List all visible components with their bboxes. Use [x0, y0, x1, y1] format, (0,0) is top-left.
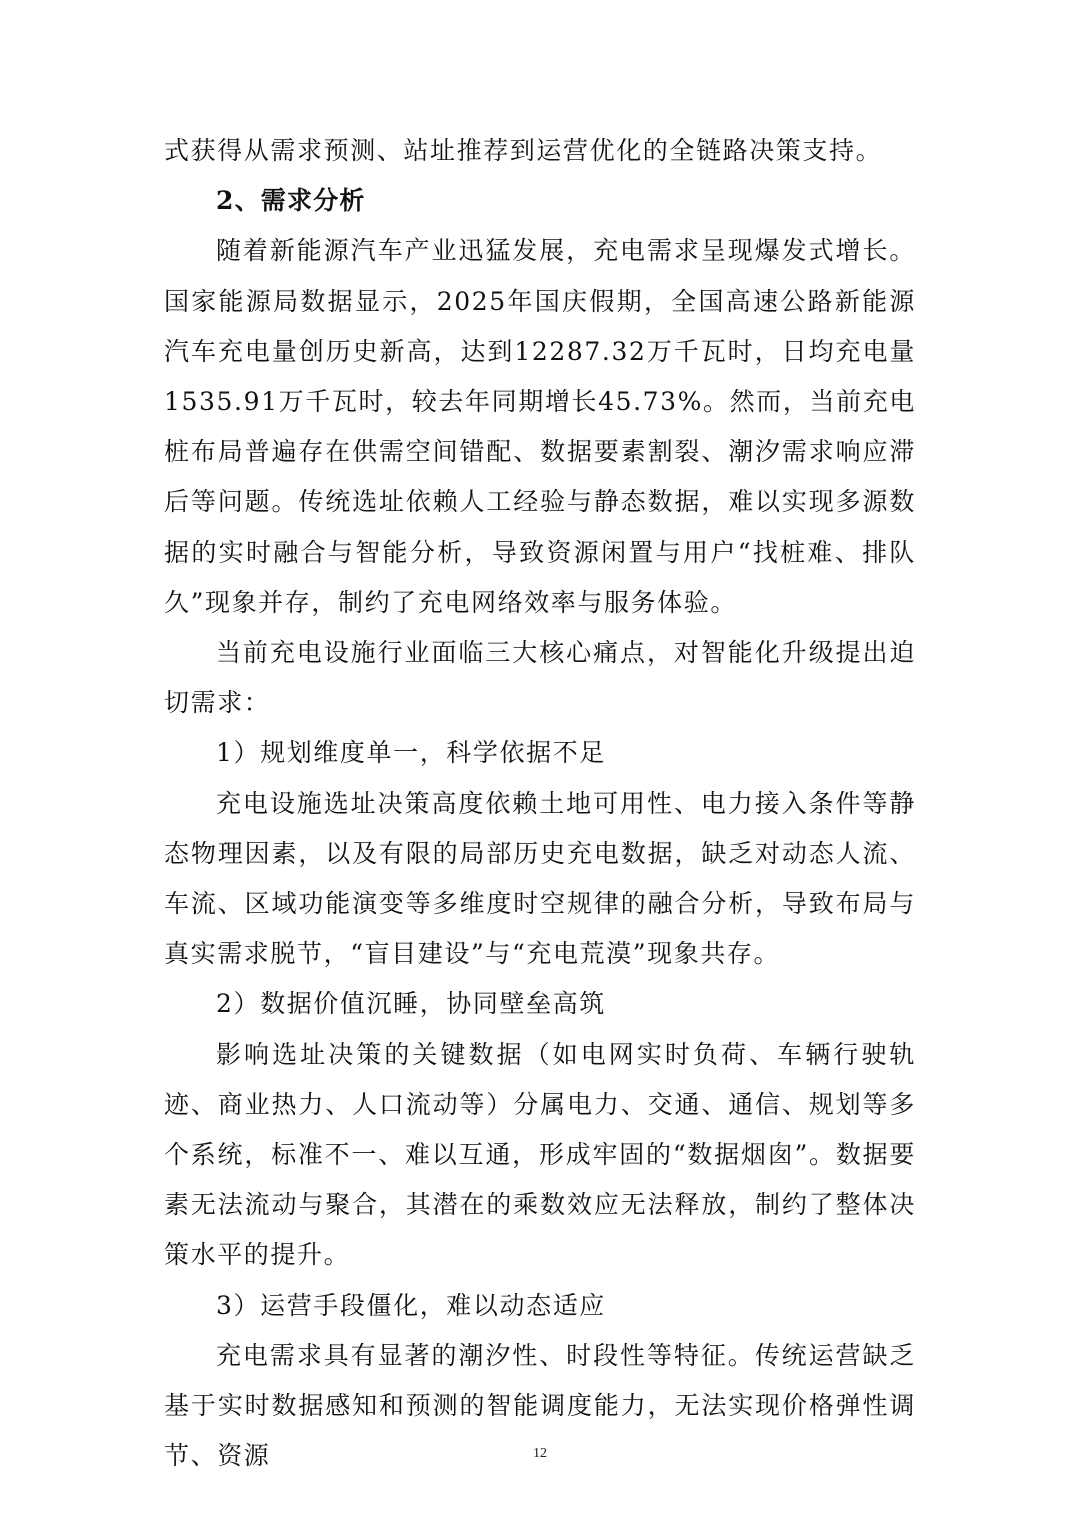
paragraph-pain-points-intro: 当前充电设施行业面临三大核心痛点，对智能化升级提出迫切需求： — [164, 638, 916, 718]
paragraph-background: 随着新能源汽车产业迅猛发展，充电需求呈现爆发式增长。国家能源局数据显示，2025年国庆假期，全国高速公路新能源汽车充电量创历史新高，达到12287.32万千瓦时，日均充电量1535.91万千瓦时，较去年同期增长45.73%。然而，当前充电桩布局普遍存在供需空间错配、数据要素割裂、潮汐需求响应滞后等问题。传统选址依赖人工经验与静态数据，难以实现多源数据的实时融合与智能分析，导致资源闲置与用户“找桩难、排队久”现象并存，制约了充电网络效率与服务体验。 — [164, 236, 916, 617]
section-heading: 2、需求分析 — [216, 186, 366, 216]
paragraph-data-value: 影响选址决策的关键数据（如电网实时负荷、车辆行驶轨迹、商业热力、人口流动等）分属电力、交通、通信、规划等多个系统，标准不一、难以互通，形成牢固的“数据烟囱”。数据要素无法流动与聚合，其潜在的乘数效应无法释放，制约了整体决策水平的提升。 — [164, 1039, 916, 1270]
page-number: 12 — [533, 1446, 547, 1461]
page-body — [164, 126, 916, 1481]
paragraph-operations: 充电需求具有显著的潮汐性、时段性等特征。传统运营缺乏基于实时数据感知和预测的智能调度能力，无法实现价格弹性调节、资源 — [164, 1340, 916, 1471]
continued-line: 式获得从需求预测、站址推荐到运营优化的全链路决策支持。 — [164, 136, 883, 165]
subheading-operations: 3）运营手段僵化，难以动态适应 — [216, 1290, 606, 1320]
subheading-planning: 1）规划维度单一，科学依据不足 — [216, 738, 606, 768]
paragraph-planning: 充电设施选址决策高度依赖土地可用性、电力接入条件等静态物理因素，以及有限的局部历史充电数据，缺乏对动态人流、车流、区域功能演变等多维度时空规律的融合分析，导致布局与真实需求脱节，“盲目建设”与“充电荒漠”现象共存。 — [164, 788, 916, 969]
subheading-data-value: 2）数据价值沉睡，协同壁垒高筑 — [216, 989, 606, 1019]
